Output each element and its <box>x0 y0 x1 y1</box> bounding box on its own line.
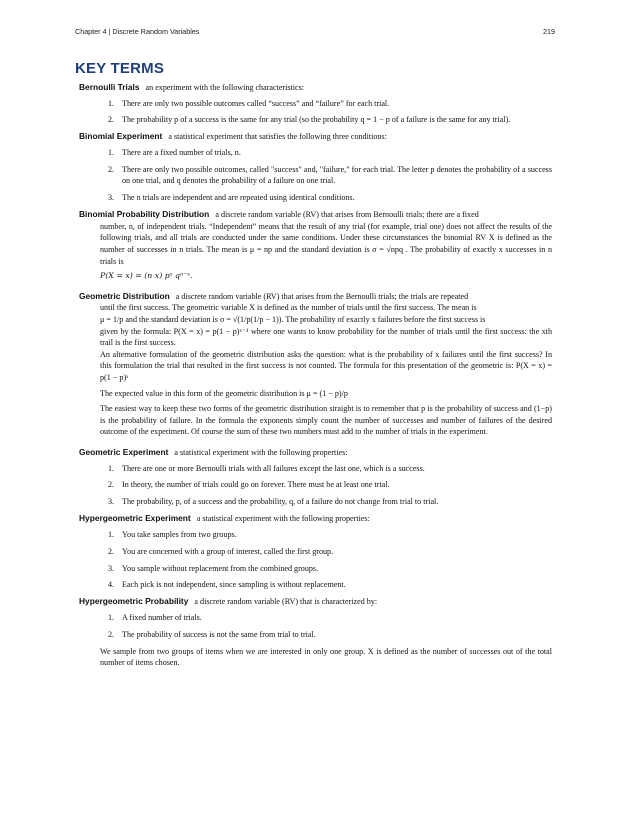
term-definition: a discrete random variable (RV) that arises from the Bernoulli trials; the trials are repeated <box>175 291 469 301</box>
list-item: 2. In theory, the number of trials could go on forever. There must be at least one trial. <box>108 480 390 490</box>
list-item: 3. You sample without replacement from the combined groups. <box>108 563 319 573</box>
list-item: 1. There are one or more Bernoulli trials with all failures except the last one, which is a success. <box>108 463 425 473</box>
term-geometric-experiment <box>79 447 552 508</box>
geometric-formula: given by the formula: P(X = x) = p(1 − p)ˣ⁻¹ where one wants to know probability for the number of trials until the first success: the xth trail is the first success. <box>100 326 552 348</box>
numbered-list <box>79 529 552 591</box>
numbered-list <box>79 98 552 126</box>
term-definition: a statistical experiment with the following properties: <box>174 447 348 457</box>
term-heading: Geometric Distribution <box>79 290 170 301</box>
numbered-list <box>79 147 552 204</box>
numbered-list <box>79 612 552 640</box>
list-item: 1. There are only two possible outcomes called “success” and “failure” for each trial. <box>108 98 390 108</box>
chapter-title: Chapter 4 | Discrete Random Variables <box>75 27 200 36</box>
list-item: 2. You are concerned with a group of interest, called the first group. <box>108 546 334 556</box>
term-heading: Binomial Probability Distribution <box>79 209 210 220</box>
geometric-mean-sd: μ = 1/p and the standard deviation is σ = √(1/p(1/p − 1)). The probability of exactly x failures before the first success is <box>100 314 486 324</box>
list-item: 2. The probability of success is not the same from trial to trial. <box>108 629 316 639</box>
page-number: 219 <box>543 27 555 36</box>
term-definition-continued: number, n, of independent trials. “Independent” means that the result of any trial (for example, trial one) does not affect the results of the following trials, and all trials are conducted under the same conditions. Under these circumstances the binomial RV X is defined as the number of successes in n trials. The mean is μ = np and the standard deviation is σ = √npq . The probability of exactly x successes in n trials is <box>100 221 552 266</box>
binomial-formula: P(X = x) = (n x) pˣ qⁿ⁻ˣ. <box>100 271 193 281</box>
term-heading: Bernoulli Trials <box>79 82 140 92</box>
term-bernoulli-trials <box>79 82 552 126</box>
list-item: 1. You take samples from two groups. <box>108 529 237 539</box>
list-item: 3. The probability, p, of a success and the probability, q, of a failure do not change from trial to trial. <box>108 497 439 507</box>
list-item: 1. A fixed number of trials. <box>108 612 202 622</box>
hypergeometric-closing: We sample from two groups of items when we are interested in only one group. X is defined as the number of successes out of the total number of items chosen. <box>100 646 552 668</box>
list-item: 4. Each pick is not independent, since sampling is without replacement. <box>108 580 346 590</box>
term-heading: Binomial Experiment <box>79 131 163 142</box>
term-hypergeometric-probability <box>79 596 552 669</box>
term-definition: a statistical experiment that satisfies the following three conditions: <box>168 132 387 142</box>
term-definition: a statistical experiment with the following properties: <box>196 514 370 524</box>
geometric-explanation: The easiest way to keep these two forms of the geometric distribution straight is to remember that p is the probability of success and (1−p) is the probability of failure. In the formula the exponents simply count the number of successes and number of failures of the desired outcome of the experiment. Of course the sum of these two numbers must add to the number of trials in the experiment. <box>100 404 552 437</box>
list-item: 3. The n trials are independent and are repeated using identical conditions. <box>108 193 355 203</box>
term-definition: a discrete random variable (RV) that arises from Bernoulli trials; there are a fixed <box>215 210 479 220</box>
term-binomial-distribution <box>79 209 552 282</box>
list-item: 1. There are a fixed number of trials, n. <box>108 147 241 157</box>
term-geometric-distribution <box>79 291 552 438</box>
term-definition: an experiment with the following characteristics: <box>145 83 304 92</box>
term-hypergeometric-experiment <box>79 513 552 591</box>
section-title: KEY TERMS <box>75 60 165 77</box>
list-item: 2. The probability p of a success is the same for any trial (so the probability q = 1 − p of a failure is the same for any trial). <box>108 115 511 125</box>
term-heading: Geometric Experiment <box>79 446 169 457</box>
term-heading: Hypergeometric Experiment <box>79 513 191 524</box>
geometric-alternative: An alternative formulation of the geometric distribution asks the question: what is the probability of x failures until the first success? In this formulation the trial that resulted in the first success is not counted. The formula for this presentation of the geometric is: P(X = x) = p(1 − p)ˣ <box>100 349 552 382</box>
term-binomial-experiment <box>79 131 552 204</box>
key-terms-list <box>79 82 552 672</box>
term-heading: Hypergeometric Probability <box>79 596 189 607</box>
running-header <box>75 27 555 39</box>
list-item: 2. There are only two possible outcomes, called "success" and, "failure," for each trial. The letter p denotes the probability of a success on one trial, and q denotes the probability of a failure on one trial. <box>108 164 552 186</box>
term-definition-continued: until the first success. The geometric variable X is defined as the number of trials until the first success. The mean is <box>100 303 477 313</box>
geometric-expected-value: The expected value in this form of the geometric distribution is μ = (1 − p)/p <box>100 388 348 398</box>
term-definition: a discrete random variable (RV) that is characterized by: <box>194 597 378 607</box>
numbered-list <box>79 463 552 508</box>
